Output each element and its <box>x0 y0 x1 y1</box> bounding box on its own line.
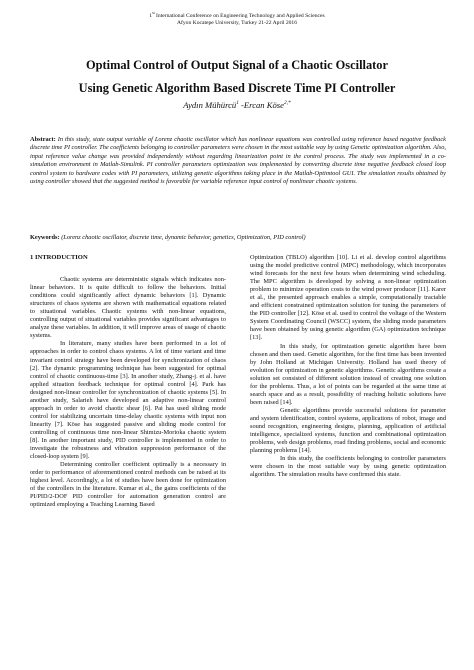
paragraph: Genetic algorithms provide successful solutions for parameter and system identification, control systems, applications of robot, image and sound recognition, engineering designs, planning, application of artificial intelligence, specialized systems, function and combinational optimization problems, web design problems, road finding problems, social and economic planning problems [14]. <box>250 406 446 455</box>
paper-title <box>20 54 454 100</box>
author-2: Ercan Köse <box>243 100 284 110</box>
keywords-text: (Lorenz chaotic oscillator, discrete time, dynamic behavior, genetics, Optimization, PID control) <box>59 234 306 241</box>
conference-line-2: Afyon Kocatepe University, Turkey 21-22 April 2016 <box>176 19 298 26</box>
section-heading: 1 INTRODUCTION <box>30 254 88 261</box>
conference-header <box>0 10 474 26</box>
right-column <box>250 254 446 479</box>
abstract <box>30 136 446 187</box>
author-2-affiliation: 2,* <box>283 100 291 107</box>
author-separator: - <box>238 100 244 110</box>
author-line <box>0 100 474 110</box>
left-column <box>30 254 226 509</box>
keywords <box>30 234 446 242</box>
author-1: Aydın Mühürcü <box>183 100 237 110</box>
paragraph: Optimization (TBLO) algorithm [10]. Li et al. develop control algorithms using the model predictive control (MPC) methodology, which incorporates wind forecasts for the next few hours when determining wind scheduling. The MPC algorithm is developed by solving a non-linear optimization problem to minimize operation costs to the wind power producer [11]. Karer et al., the presented approach enables a simple, computationally tractable and efficient constrained optimization solution for tuning the parameters of the PID controller [12]. Köse et al. used to control the voltage of the Western System Coordinating Council (WSCC) system, the sliding mode parameters have been obtained by using genetic algorithm (GA) optimization technique [13]. <box>250 254 446 342</box>
paragraph: Chaotic systems are deterministic signals which indicates non-linear behaviors. It is quite difficult to follow the behaviors. Initial conditions could significantly affect dynamic behaviors [1]. Dynamic structures of chaos systems are shown with mathematical equations related to situational variables. Chaotic systems with non-linear equations, controlling output of situational variables provides significant advantages to analyze these variables. In addition, it will improve areas of usage of chaotic systems. <box>30 276 226 340</box>
title-line-2: Using Genetic Algorithm Based Discrete Time PI Controller <box>78 81 396 95</box>
author-1-affiliation: 1 <box>236 100 239 107</box>
abstract-label: Abstract: <box>30 136 56 143</box>
paragraph: In this study, the coefficients belonging to controller parameters were chosen in the most suitable way by using genetic optimization algorithm. The simulation results have confirmed this state. <box>250 455 446 479</box>
abstract-text: In this study, state output variable of Lorenz chaotic oscillator which has nonlinear equations was controlled using reference based negative feedback discrete time PI controller. The coefficients belonging to controller parameters were chosen in the most suitable way by using Genetic optimization algorithm. Also, input reference value change was provided independently without regarding linearization point in the control process. The study was implemented in a co-simulation environment in Matlab-Simulink. PI controller parameters optimization was implemented by converting discrete time negative feedback closed loop control system to hardware codes with PI parameters, utilizing genetic algorithms taking place in the Matlab-Optimtool GUI. The simulation results obtained by using controller showed that the suggested method is favorable for variable reference input control of nonlinear chaotic systems. <box>30 136 446 186</box>
title-line-1: Optimal Control of Output Signal of a Chaotic Oscillator <box>86 58 388 72</box>
paragraph: Determining controller coefficient optimally is a necessary in order to performance of aforementioned control methods can be raised at its highest level. Accordingly, a lot of studies have been done for optimization of the controllers in the literature. Kumar et al., the gains coefficients of the PI/PID/2-DOF PID controller for automation generation control are optimized employing a Teaching Learning Based <box>30 461 226 509</box>
keywords-label: Keywords: <box>30 234 60 241</box>
conference-line-1: 1st International Conference on Engineering Technology and Applied Sciences <box>149 11 325 19</box>
paragraph: In this study, for optimization genetic algorithm have been chosen and then used. Genetic algorithm, for the first time has been invented by John Holland at Michigan University. Holland has used theory of evolution for optimization in genetic algorithms. Genetic algorithms create a solution set consisted of different solution instead of creating one solution for the problems. Thus, a lot of points can be regarded at the same time at search space and as a result, possibility of reaching holistic solutions have been raised [14]. <box>250 342 446 406</box>
paragraph: In literature, many studies have been performed in a lot of approaches in order to control chaos systems. A lot of time variant and time invariant control strategy have been developed for synchronization of chaos [2]. The dynamic programming technique has been suggested for optimal control of chaotic continuous-time [3]. In another study, Zhang-j. et al. have applied situation feedback technique for optimal control [4]. Park has designed non-linear controller for synchronization of chaotic systems [5]. In another study, Salarieh have developed an adaptive non-linear control approach in order to avoid chaotic shear [6]. Pai has used sliding mode control for stabilizing uncertain time-delay chaotic systems with input non linearity [7]. Köse has suggested passive and sliding mode control for controlling of continuous time non-linear Shimizu-Morioka chaotic system [8]. In another important study, PID controller is implemented in order to investigate the robustness and vibration suppression performance of the closed-loop system [9]. <box>30 340 226 461</box>
